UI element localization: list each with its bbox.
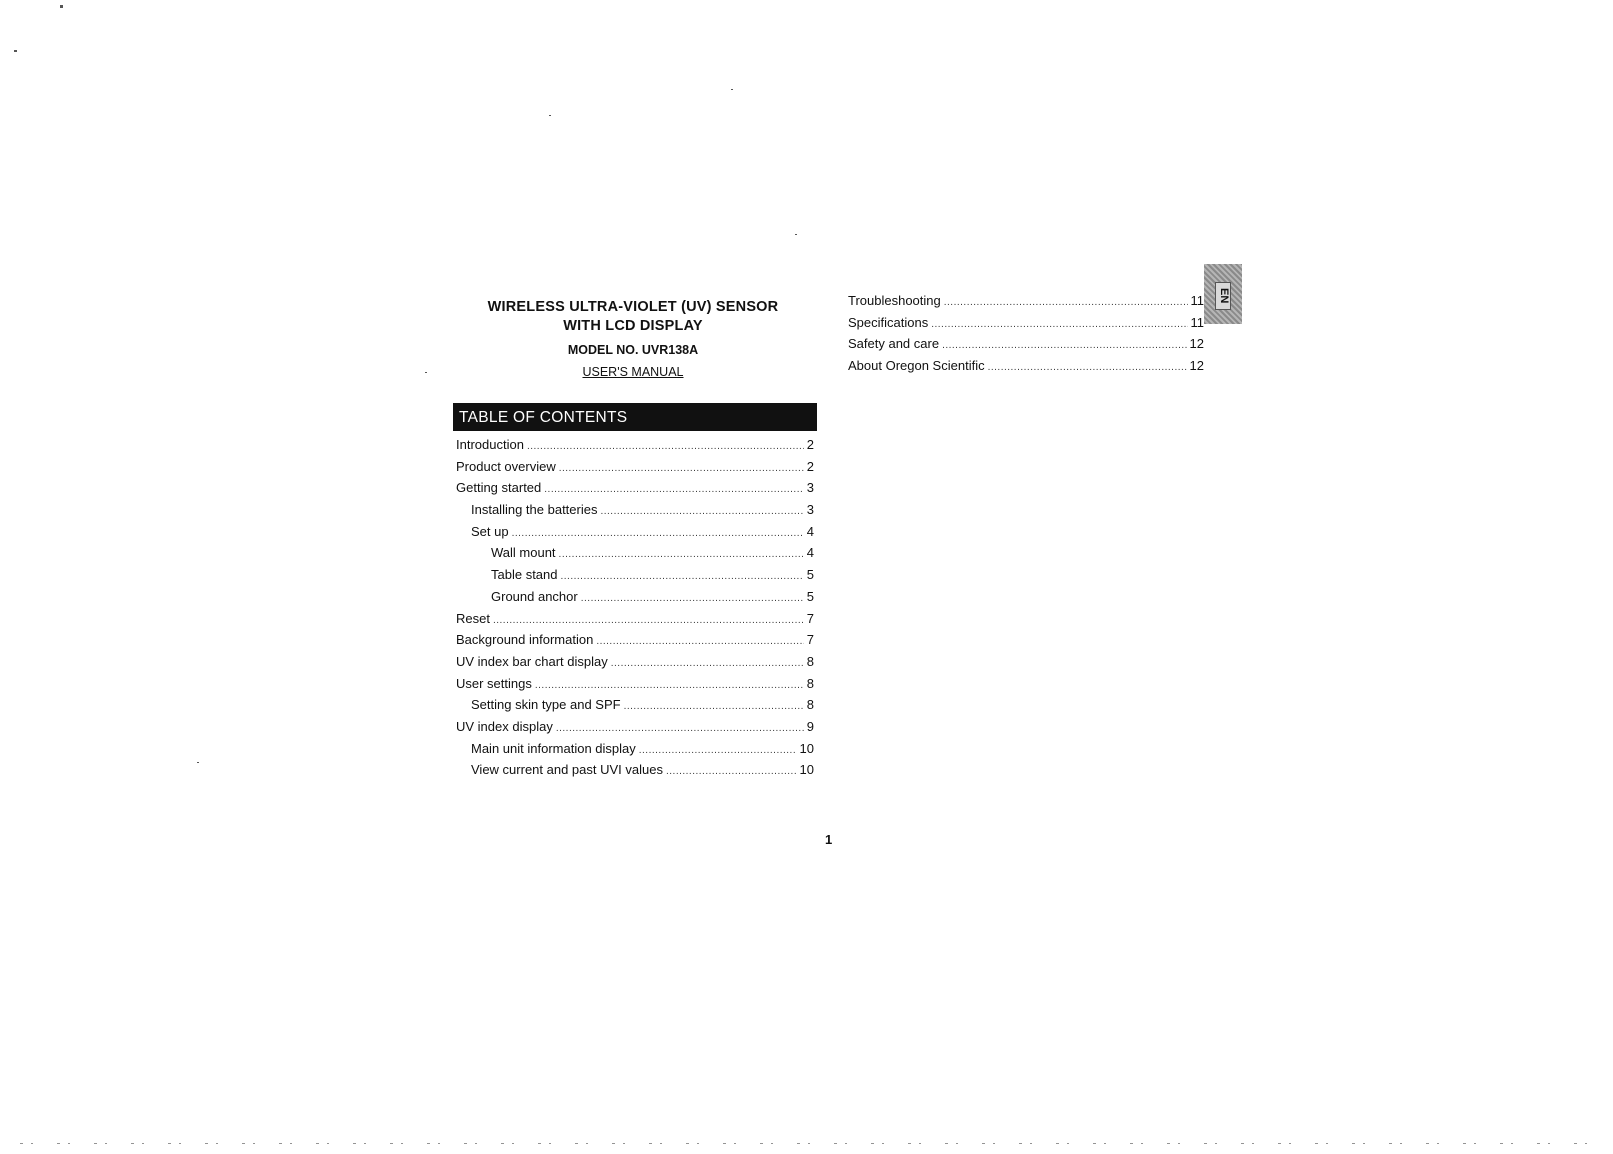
toc-list-right xyxy=(848,290,1204,377)
toc-entry-label: Setting skin type and SPF xyxy=(471,697,621,713)
toc-dot-leader xyxy=(666,761,797,783)
toc-entry-label: Ground anchor xyxy=(491,588,578,604)
toc-dot-leader xyxy=(931,314,1187,336)
toc-entry-label: Table stand xyxy=(491,567,558,583)
toc-entry xyxy=(848,333,1204,355)
toc-dot-leader xyxy=(639,740,797,762)
toc-entry-label: Product overview xyxy=(456,458,556,474)
toc-entry-label: Main unit information display xyxy=(471,740,636,756)
toc-entry-page: 11 xyxy=(1190,314,1204,330)
toc-dot-leader xyxy=(527,436,804,458)
language-tab xyxy=(1204,264,1242,324)
scan-edge-artifact xyxy=(20,1143,1590,1144)
toc-entry xyxy=(456,586,814,608)
toc-entry-page: 5 xyxy=(806,588,814,604)
toc-entry-page: 11 xyxy=(1190,293,1204,308)
toc-entry-page: 2 xyxy=(806,437,814,452)
toc-dot-leader xyxy=(561,566,804,588)
toc-entry-label: Reset xyxy=(456,610,490,626)
toc-dot-leader xyxy=(944,292,1188,314)
toc-entry-label: Specifications xyxy=(848,314,929,330)
toc-dot-leader xyxy=(493,610,804,632)
toc-entry xyxy=(456,759,814,781)
toc-entry-page: 4 xyxy=(806,523,814,539)
toc-entry-page: 7 xyxy=(806,632,814,648)
toc-entry xyxy=(848,312,1204,334)
toc-entry xyxy=(456,608,814,630)
toc-dot-leader xyxy=(581,588,804,610)
toc-entry-page: 12 xyxy=(1189,358,1204,374)
toc-dot-leader xyxy=(624,696,804,718)
toc-entry xyxy=(848,355,1204,377)
toc-dot-leader xyxy=(535,675,804,697)
toc-entry-page: 8 xyxy=(806,697,814,713)
toc-dot-leader xyxy=(556,718,804,740)
toc-entry xyxy=(456,477,814,499)
toc-dot-leader xyxy=(512,523,804,545)
page-number: 1 xyxy=(825,832,833,847)
toc-entry-page: 2 xyxy=(806,458,814,474)
toc-entry-page: 7 xyxy=(806,610,814,626)
toc-entry-page: 5 xyxy=(806,567,814,583)
toc-entry-page: 9 xyxy=(806,718,814,734)
document-title-line2: WITH LCD DISPLAY xyxy=(563,318,703,334)
toc-list-left xyxy=(456,434,814,781)
toc-dot-leader xyxy=(559,544,804,566)
toc-entry xyxy=(848,290,1204,312)
toc-entry-label: View current and past UVI values xyxy=(471,762,663,778)
scan-speck xyxy=(795,234,797,235)
toc-entry-label: About Oregon Scientific xyxy=(848,358,985,374)
toc-dot-leader xyxy=(988,357,1187,379)
document-header xyxy=(453,298,813,380)
scan-speck xyxy=(14,50,17,52)
toc-heading: TABLE OF CONTENTS xyxy=(453,403,817,431)
toc-entry xyxy=(456,651,814,673)
toc-entry xyxy=(456,434,814,456)
toc-entry-label: Set up xyxy=(471,523,509,539)
toc-dot-leader xyxy=(559,458,804,480)
toc-dot-leader xyxy=(596,631,803,653)
toc-entry-label: Installing the batteries xyxy=(471,502,598,518)
toc-entry xyxy=(456,716,814,738)
toc-entry xyxy=(456,542,814,564)
toc-entry-label: User settings xyxy=(456,675,532,691)
toc-entry-label: Getting started xyxy=(456,480,542,496)
toc-entry-label: UV index bar chart display xyxy=(456,653,608,669)
toc-entry-page: 3 xyxy=(806,480,814,496)
document-title-line1: WIRELESS ULTRA-VIOLET (UV) SENSOR xyxy=(487,299,779,315)
toc-entry-label: Troubleshooting xyxy=(848,293,941,308)
toc-dot-leader xyxy=(600,501,803,523)
toc-entry xyxy=(456,564,814,586)
toc-entry-label: Safety and care xyxy=(848,336,940,352)
scan-speck xyxy=(197,762,199,763)
toc-entry-label: Background information xyxy=(456,632,594,648)
toc-entry-label: UV index display xyxy=(456,718,553,734)
toc-entry xyxy=(456,694,814,716)
toc-entry-page: 8 xyxy=(806,653,814,669)
toc-entry-page: 8 xyxy=(806,675,814,691)
toc-dot-leader xyxy=(942,335,1186,357)
toc-entry xyxy=(456,521,814,543)
model-number: MODEL NO. UVR138A xyxy=(567,343,699,357)
toc-entry-page: 10 xyxy=(799,740,814,756)
toc-entry xyxy=(456,673,814,695)
toc-entry xyxy=(456,499,814,521)
toc-entry-page: 10 xyxy=(799,762,814,778)
manual-label: USER'S MANUAL xyxy=(582,365,684,379)
toc-entry-label: Wall mount xyxy=(491,545,556,561)
toc-entry xyxy=(456,738,814,760)
scan-speck xyxy=(425,372,427,373)
scan-speck xyxy=(549,115,551,116)
scan-speck xyxy=(731,89,733,90)
language-tab-label: EN xyxy=(1215,282,1231,310)
toc-entry-page: 3 xyxy=(806,502,814,518)
toc-dot-leader xyxy=(611,653,804,675)
toc-entry-page: 12 xyxy=(1189,336,1204,352)
toc-entry xyxy=(456,629,814,651)
toc-entry xyxy=(456,456,814,478)
toc-entry-page: 4 xyxy=(806,545,814,561)
toc-entry-label: Introduction xyxy=(456,437,524,452)
toc-dot-leader xyxy=(544,479,803,501)
scan-speck xyxy=(60,5,63,8)
